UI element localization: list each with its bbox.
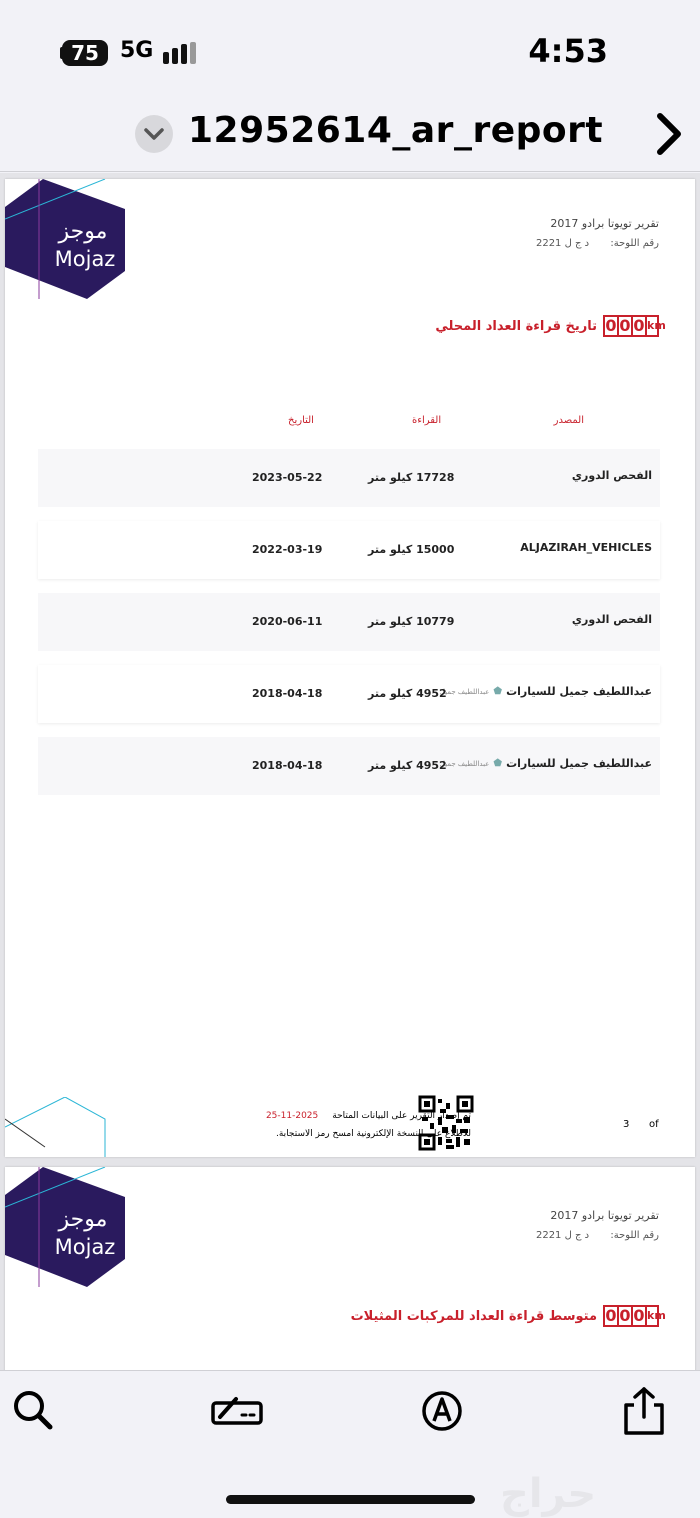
page-footer (5, 1079, 695, 1157)
header-date: التاريخ (288, 415, 314, 426)
share-icon[interactable] (620, 1387, 668, 1435)
dealer-logo-icon: ⬟ (493, 686, 503, 697)
header-source: المصدر (553, 415, 584, 426)
mojaz-logo (5, 179, 135, 301)
section-heading: متوسط قراءة العداد للمركبات المثيلات (350, 1308, 597, 1324)
table-row (38, 449, 660, 507)
row-reading: 17728 كيلو متر (368, 471, 455, 484)
row-date: 2020-06-11 (252, 615, 323, 628)
header-reading: القراءة (412, 415, 442, 426)
dealer-logo-text: عبداللطيف جميل (439, 687, 490, 696)
table-row (38, 593, 660, 651)
pdf-viewer[interactable] (0, 173, 700, 1370)
watermark: حراج (500, 1471, 597, 1517)
page-number: 3 (623, 1119, 630, 1130)
logo-english-text: Mojaz (54, 1235, 116, 1259)
report-title: تقرير تويوتا برادو 2017 (550, 217, 659, 230)
document-title[interactable]: 12952614_ar_report (188, 110, 604, 151)
section-heading: تاريخ قراءة العداد المحلي (435, 318, 597, 334)
table-row (38, 737, 660, 795)
footer-decoration (5, 1097, 115, 1157)
pdf-page (5, 1167, 695, 1370)
row-source: الفحص الدوري (571, 469, 652, 482)
table-header (38, 409, 660, 435)
issued-note: تم إصدار التقرير على البيانات المتاحة2025-11-25 (265, 1111, 471, 1121)
section-title (435, 315, 666, 337)
signal-icon (163, 42, 201, 64)
report-title: تقرير تويوتا برادو 2017 (550, 1209, 659, 1222)
plate-value: د ج ل 2221 (535, 1230, 590, 1241)
logo-arabic-text: موجز (58, 1207, 108, 1232)
plate-row (536, 238, 659, 249)
report-header (536, 217, 659, 249)
chevron-down-icon[interactable] (135, 115, 173, 153)
table-row (38, 521, 660, 579)
plate-label: رقم اللوحة: (610, 238, 659, 249)
report-header (536, 1209, 659, 1241)
document-title-bar (0, 100, 700, 172)
chevron-right-icon[interactable] (650, 108, 690, 160)
mojaz-logo (5, 1167, 135, 1289)
row-source: عبداللطيف جميل للسيارات ⬟ عبداللطيف جميل (439, 757, 652, 770)
row-reading: 4952 كيلو متر (368, 759, 447, 772)
bottom-toolbar (0, 1370, 700, 1518)
row-reading: 15000 كيلو متر (368, 543, 455, 556)
markup-icon[interactable] (210, 1387, 266, 1435)
network-label: 5G (120, 38, 154, 63)
odometer-icon: 0 0 0 km (603, 315, 659, 337)
row-source: الفحص الدوري (571, 613, 652, 626)
odometer-table (38, 409, 660, 795)
plate-value: د ج ل 2221 (535, 238, 590, 249)
row-date: 2018-04-18 (252, 759, 323, 772)
pen-icon[interactable] (418, 1387, 466, 1435)
section-title (350, 1305, 666, 1327)
plate-row (536, 1230, 659, 1241)
row-reading: 4952 كيلو متر (368, 687, 447, 700)
row-date: 2022-03-19 (252, 543, 323, 556)
row-date: 2023-05-22 (252, 471, 323, 484)
home-indicator[interactable] (226, 1495, 475, 1504)
battery-icon: 75 (62, 40, 108, 66)
row-source: ALJAZIRAH_VEHICLES (520, 541, 652, 554)
issued-date: 2025-11-25 (265, 1111, 319, 1121)
status-bar (0, 0, 700, 100)
plate-label: رقم اللوحة: (610, 1230, 659, 1241)
qr-code-icon[interactable] (418, 1095, 474, 1151)
pdf-page (5, 179, 695, 1157)
logo-english-text: Mojaz (54, 247, 116, 271)
verify-note: للاطلاع على النسخة الإلكترونية امسح رمز الاستجابة. (276, 1129, 471, 1139)
page-of-label: of (649, 1119, 659, 1130)
row-source: عبداللطيف جميل للسيارات ⬟ عبداللطيف جميل (439, 685, 652, 698)
logo-arabic-text: موجز (58, 219, 108, 244)
clock: 4:53 (528, 32, 608, 70)
row-reading: 10779 كيلو متر (368, 615, 455, 628)
dealer-logo-icon: ⬟ (493, 758, 503, 769)
odometer-icon: 0 0 0 km (603, 1305, 659, 1327)
search-icon[interactable] (10, 1387, 58, 1435)
row-date: 2018-04-18 (252, 687, 323, 700)
table-row (38, 665, 660, 723)
dealer-logo-text: عبداللطيف جميل (439, 759, 490, 768)
